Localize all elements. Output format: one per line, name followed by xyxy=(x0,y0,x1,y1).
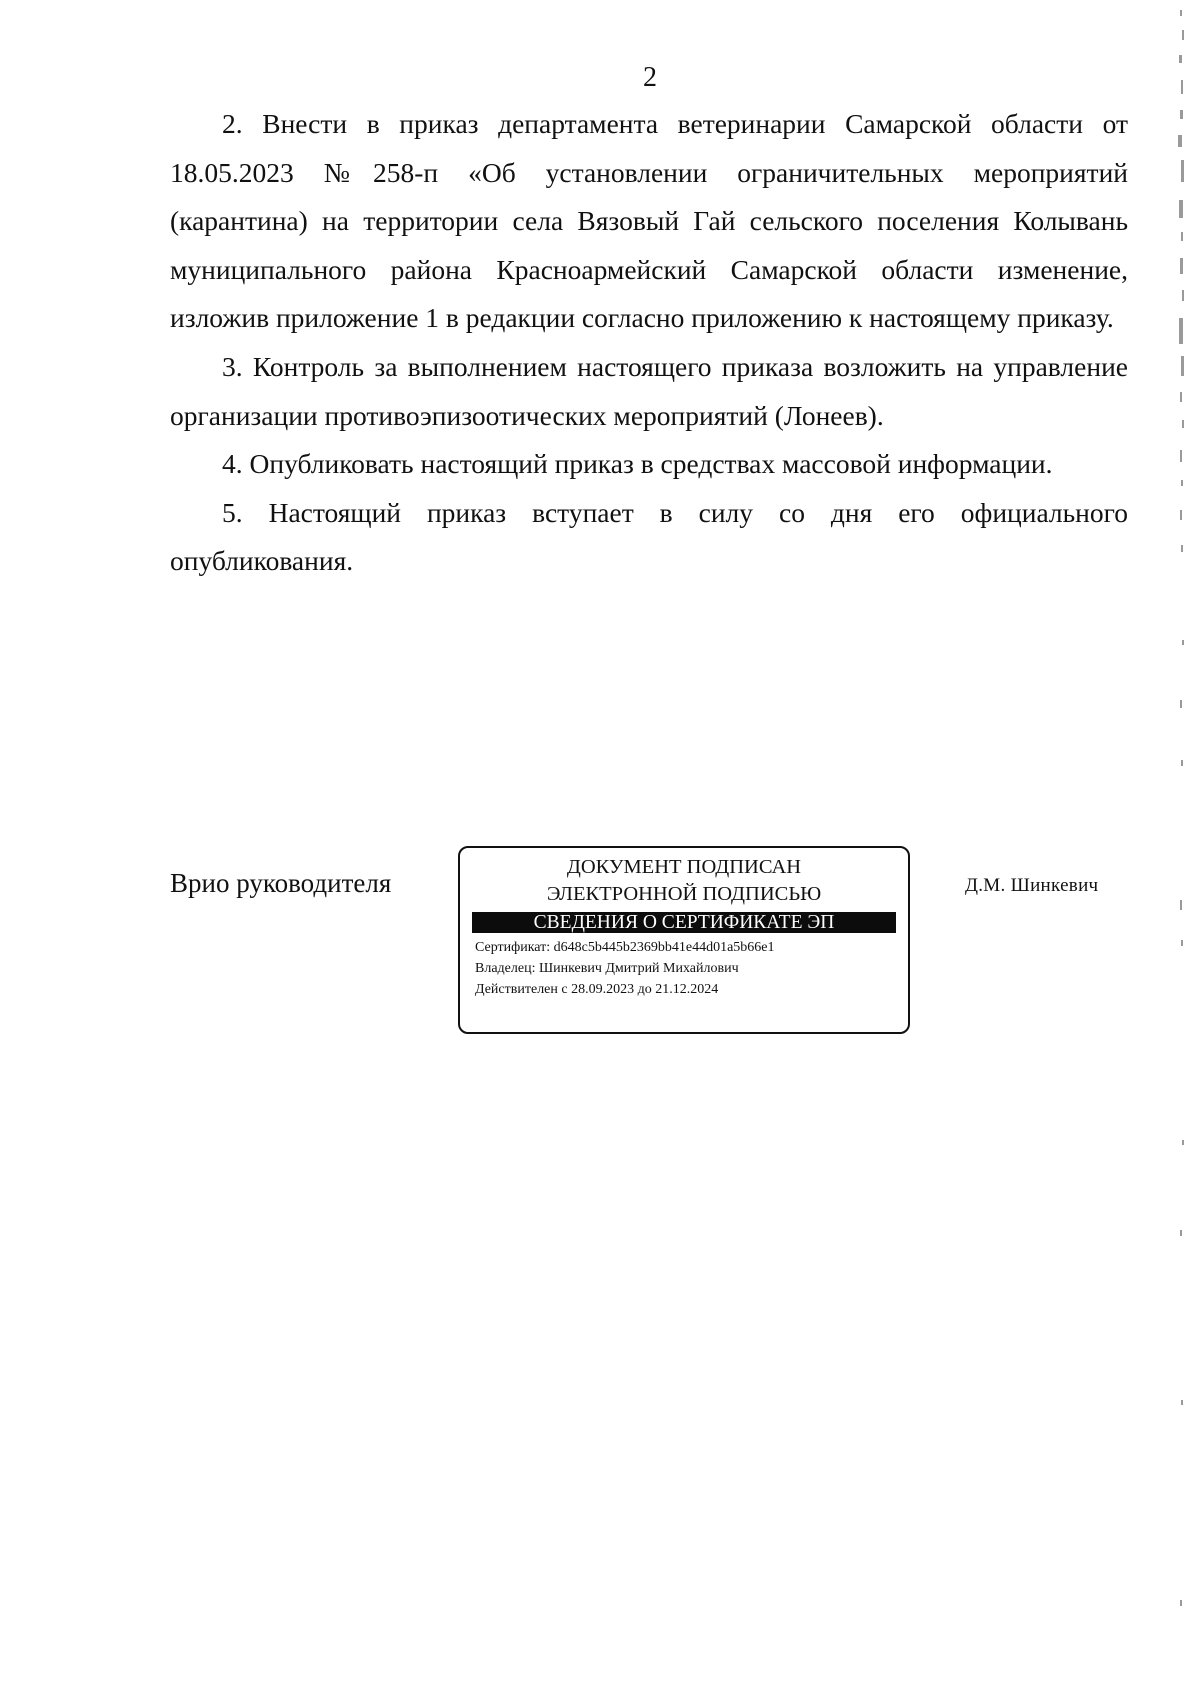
stamp-certificate-owner: Владелец: Шинкевич Дмитрий Михайлович xyxy=(475,961,739,976)
document-body xyxy=(170,100,1128,586)
signer-position: Врио руководителя xyxy=(170,868,392,898)
stamp-certificate-validity: Действителен с 28.09.2023 до 21.12.2024 xyxy=(475,982,719,997)
stamp-title-line-2: ЭЛЕКТРОННОЙ ПОДПИСЬЮ xyxy=(546,883,822,905)
stamp-certificate-header: СВЕДЕНИЯ О СЕРТИФИКАТЕ ЭП xyxy=(472,912,896,933)
scan-edge-noise xyxy=(1172,0,1190,1696)
stamp-certificate-number: Сертификат: d648c5b445b2369bb41e44d01a5b66e1 xyxy=(475,940,775,955)
electronic-signature-stamp xyxy=(458,846,910,1034)
paragraph-2: 2. Внести в приказ департамента ветеринарии Самарской области от 18.05.2023 №258-п «Об установлении ограничительных мероприятий (карантина) на территории села Вязовый Гай сельского поселения Колывань муниципального района Красноармейский Самарской области изменение, изложив приложение 1 в редакции согласно приложению к настоящему приказу. xyxy=(170,108,1128,334)
paragraph-5: 5. Настоящий приказ вступает в силу со дня его официального опубликования. xyxy=(170,496,1128,577)
paragraph-4: 4. Опубликовать настоящий приказ в средствах массовой информации. xyxy=(222,448,1053,480)
page-number: 2 xyxy=(643,62,657,93)
paragraph-3: 3. Контроль за выполнением настоящего приказа возложить на управление организации противоэпизоотических мероприятий (Лонеев). xyxy=(170,350,1128,431)
signer-name: Д.М. Шинкевич xyxy=(965,875,1099,896)
stamp-title-line-1: ДОКУМЕНТ ПОДПИСАН xyxy=(566,856,802,878)
